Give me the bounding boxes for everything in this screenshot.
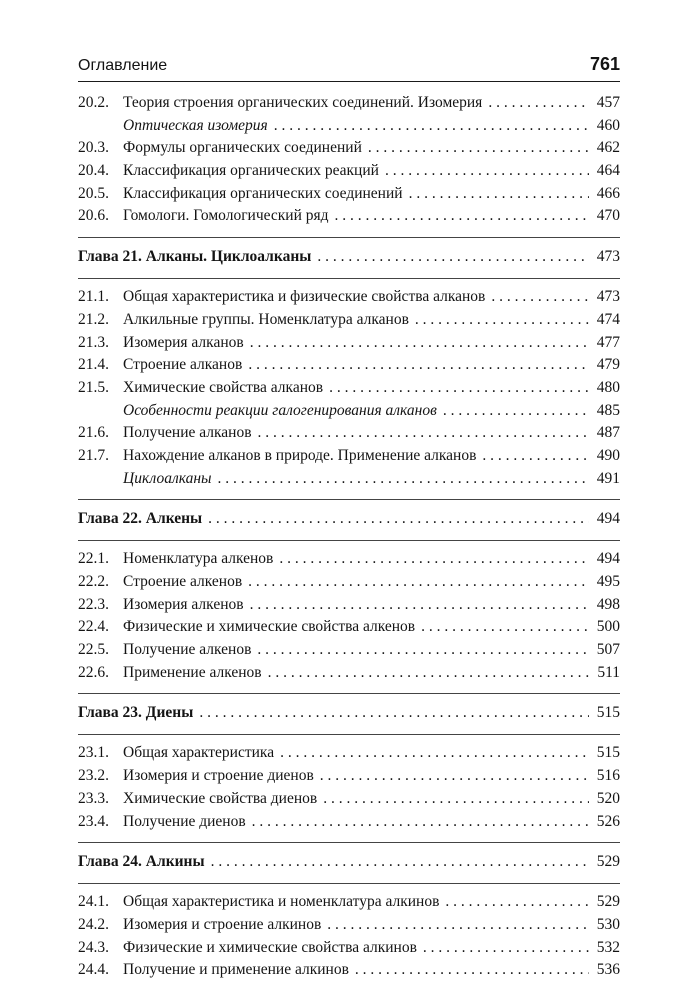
entry-title: Формулы органических соединений [123,139,362,157]
entry-title: Оптическая изомерия [123,116,268,134]
entry-title: Гомологи. Гомологический ряд [123,207,329,225]
header-rule [78,81,620,82]
toc-entry[interactable] [78,788,620,811]
chapter-title: Глава 23. Диены [78,704,194,722]
toc-entry[interactable] [78,377,620,400]
entry-title: Изомерия и строение алкинов [123,915,322,933]
dot-leader [323,788,589,811]
entry-number: 24.1. [78,893,109,911]
entry-title: Применение алкенов [123,663,262,681]
dot-leader [320,765,589,788]
chapter-divider [78,734,620,735]
entry-number: 21.7. [78,446,109,464]
dot-leader [409,183,589,206]
entry-title: Химические свойства алканов [123,378,324,396]
entry-title: Общая характеристика и физические свойства алканов [123,288,486,306]
entry-title: Классификация органических реакций [123,162,379,180]
section-divider [78,499,620,500]
dot-leader [208,507,589,531]
page-number: 761 [589,54,620,74]
entry-page-number: 479 [596,356,620,374]
dot-leader [257,639,589,662]
toc-entry[interactable] [78,92,620,115]
entry-number: 24.4. [78,961,109,979]
entry-number: 22.6. [78,663,109,681]
dot-leader [355,959,589,982]
entry-page-number: 474 [596,310,620,328]
table-of-contents [78,92,620,982]
dot-leader [445,891,589,914]
entry-number: 22.3. [78,595,109,613]
dot-leader [248,571,589,594]
entry-title: Получение и применение алкинов [123,961,349,979]
dot-leader [443,400,589,423]
section-divider [78,693,620,694]
toc-entry[interactable] [78,594,620,617]
dot-leader [423,937,589,960]
entry-title: Особенности реакции галогенирования алканов [123,401,437,419]
entry-page-number: 490 [596,446,620,464]
section-divider [78,237,620,238]
dot-leader [258,422,589,445]
entry-page-number: 500 [596,618,620,636]
entry-page-number: 520 [596,789,620,807]
dot-leader [280,742,589,765]
toc-section [78,499,620,684]
entry-page-number: 526 [596,812,620,830]
chapter-page-number: 473 [596,248,620,266]
dot-leader [274,115,589,138]
chapter-page-number: 494 [596,510,620,528]
dot-leader [268,662,589,685]
entry-page-number: 491 [596,469,620,487]
entry-page-number: 473 [596,288,620,306]
entry-number: 23.1. [78,744,109,762]
toc-entry[interactable] [78,937,620,960]
chapter-divider [78,278,620,279]
chapter-page-number: 529 [596,853,620,871]
toc-entry[interactable] [78,354,620,377]
entry-title: Изомерия алкенов [123,595,244,613]
entry-title: Физические и химические свойства алкинов [123,938,417,956]
chapter-page-number: 515 [596,704,620,722]
toc-section [78,237,620,490]
entry-page-number: 470 [596,207,620,225]
entry-page-number: 477 [596,333,620,351]
toc-chapter-row[interactable] [78,850,620,874]
entry-title: Классификация органических соединений [123,184,403,202]
chapter-divider [78,540,620,541]
entry-title: Алкильные группы. Номенклатура алканов [123,310,409,328]
dot-leader [199,701,589,725]
entry-title: Изомерия алканов [123,333,244,351]
toc-section [78,842,620,982]
toc-entry[interactable] [78,765,620,788]
section-divider [78,842,620,843]
entry-number: 24.2. [78,915,109,933]
entry-page-number: 462 [596,139,620,157]
entry-page-number: 485 [596,401,620,419]
toc-entry[interactable] [78,914,620,937]
dot-leader [250,594,589,617]
entry-title: Изомерия и строение диенов [123,767,314,785]
entry-title: Получение алканов [123,424,252,442]
toc-entry[interactable] [78,571,620,594]
entry-number: 23.2. [78,767,109,785]
page-header [78,54,620,80]
toc-entry[interactable] [78,639,620,662]
toc-chapter-row[interactable] [78,507,620,531]
chapter-title: Глава 22. Алкены [78,510,203,528]
dot-leader [317,245,589,269]
entry-page-number: 529 [596,893,620,911]
toc-entry[interactable] [78,422,620,445]
toc-entry[interactable] [78,811,620,834]
dot-leader [335,205,589,228]
toc-entry[interactable] [78,445,620,468]
entry-page-number: 460 [596,116,620,134]
entry-title: Химические свойства диенов [123,789,318,807]
toc-chapter-row[interactable] [78,245,620,269]
entry-number: 21.3. [78,333,109,351]
entry-title: Получение диенов [123,812,246,830]
toc-entry[interactable] [78,205,620,228]
dot-leader [218,468,589,491]
entry-number: 20.4. [78,162,109,180]
toc-entry[interactable] [78,309,620,332]
entry-number: 21.5. [78,378,109,396]
entry-number: 21.4. [78,356,109,374]
entry-page-number: 466 [596,184,620,202]
entry-page-number: 532 [596,938,620,956]
entry-page-number: 507 [596,641,620,659]
dot-leader [250,332,589,355]
entry-page-number: 516 [596,767,620,785]
entry-number: 22.5. [78,641,109,659]
entry-number: 20.6. [78,207,109,225]
dot-leader [327,914,589,937]
entry-number: 23.4. [78,812,109,830]
entry-page-number: 536 [596,961,620,979]
entry-page-number: 494 [596,550,620,568]
entry-number: 21.6. [78,424,109,442]
entry-page-number: 515 [596,744,620,762]
dot-leader [491,286,589,309]
entry-title: Циклоалканы [123,469,212,487]
entry-number: 23.3. [78,789,109,807]
dot-leader [211,850,589,874]
toc-entry[interactable] [78,891,620,914]
dot-leader [385,160,589,183]
running-title: Оглавление [78,57,168,74]
dot-leader [368,137,589,160]
entry-title: Получение алкенов [123,641,252,659]
entry-page-number: 487 [596,424,620,442]
toc-page [78,54,620,982]
entry-title: Строение алканов [123,356,243,374]
entry-number: 20.3. [78,139,109,157]
entry-number: 22.2. [78,573,109,590]
toc-chapter-row[interactable] [78,701,620,725]
toc-section [78,92,620,228]
entry-title: Нахождение алканов в природе. Применение алканов [123,446,477,464]
toc-entry[interactable] [78,742,620,765]
toc-entry[interactable] [78,616,620,639]
toc-entry[interactable] [78,183,620,206]
entry-page-number: 498 [596,595,620,613]
toc-entry[interactable] [78,286,620,309]
dot-leader [279,548,589,571]
toc-entry[interactable] [78,662,620,685]
toc-entry[interactable] [78,959,620,982]
dot-leader [415,309,589,332]
dot-leader [252,811,589,834]
entry-number: 21.1. [78,288,109,306]
entry-title: Общая характеристика и номенклатура алкинов [123,893,440,911]
dot-leader [248,354,589,377]
entry-title: Номенклатура алкенов [123,550,274,568]
toc-entry[interactable] [78,115,620,138]
entry-page-number: 530 [596,915,620,933]
entry-page-number: 457 [596,94,620,111]
entry-number: 20.2. [78,94,109,111]
entry-number: 24.3. [78,938,109,956]
entry-title: Физические и химические свойства алкенов [123,618,416,636]
dot-leader [329,377,589,400]
dot-leader [421,616,589,639]
entry-title: Теория строения органических соединений. Изомерия [123,94,483,111]
toc-entry[interactable] [78,468,620,491]
entry-page-number: 511 [597,663,620,681]
entry-number: 22.1. [78,550,109,568]
dot-leader [488,92,589,115]
entry-number: 22.4. [78,618,109,636]
chapter-title: Глава 21. Алканы. Циклоалканы [78,248,312,266]
entry-number: 21.2. [78,310,109,328]
toc-entry[interactable] [78,548,620,571]
entry-title: Строение алкенов [123,573,243,590]
chapter-divider [78,883,620,884]
entry-page-number: 495 [596,573,620,590]
entry-page-number: 464 [596,162,620,180]
entry-title: Общая характеристика [123,744,275,762]
entry-number: 20.5. [78,184,109,202]
toc-section [78,693,620,833]
toc-entry[interactable] [78,137,620,160]
toc-entry[interactable] [78,332,620,355]
chapter-title: Глава 24. Алкины [78,853,205,871]
toc-entry[interactable] [78,400,620,423]
toc-entry[interactable] [78,160,620,183]
entry-page-number: 480 [596,378,620,396]
dot-leader [482,445,589,468]
